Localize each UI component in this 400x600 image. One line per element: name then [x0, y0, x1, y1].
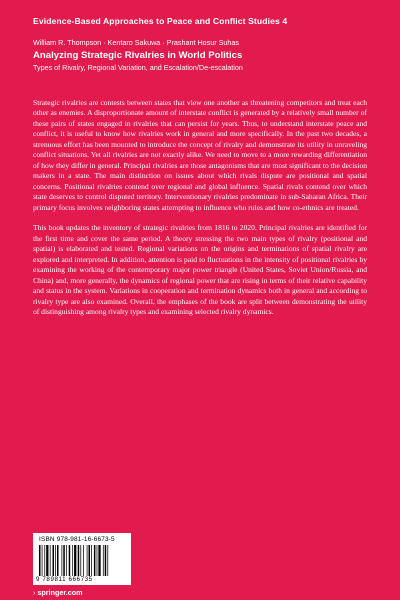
blurb-paragraph-1: Strategic rivalries are contests between states that view one another as threatening competitors and treat each other as enemies. A disproportionate amount of interstate conflict is generated by a relatively small number of these pairs of states engaged in rivalries that can persist for years. Thus, to understand interstate peace and conflict, it is useful to know how rivalries work in general and more specifically. In the past two decades, a strenuous effort has been mounted to introduce the concept of rivalry and demonstrate its utility in unraveling conflict situations. Yet all rivalries are not exactly alike. We need to move to a more rewarding differentiation of how they differ in general. Principal rivalries are those antagonisms that are most significant to the decision makers in a state. The main distinction on issues about which rivals dispute are positional and spatial concerns. Positional rivalries contend over regional and global influence. Spatial rivals contend over which state deserves to control disputed territory. Interventionary rivalries predominate in sub-Saharan Africa. Their primary focus involves neighboring states attempting to influence who rules and how co-ethnics are treated.: [33, 98, 367, 212]
url-prefix: ›: [33, 588, 38, 597]
publisher-url[interactable]: [33, 588, 83, 597]
blurb: [33, 98, 367, 328]
blurb-paragraph-2: This book updates the inventory of strategic rivalries from 1816 to 2020. Principal rivalries are identified for the first time and cover the same period. A theory stressing the two main types of rivalry (positional and spatial) is elaborated and tested. Regional variations on the origins and terminations of spatial rivalry are explored and interpreted. In addition, attention is paid to fluctuations in the intensity of positional rivalries by examining the working of the contemporary major power triangle (United States, Soviet Union/Russia, and China) and, more generally, the dynamics of regional power that are rising in terms of their relative capability and status in the system. Variations in cooperation and termination dynamics both in general and according to rivalry type are also examined. Overall, the emphases of the book are split between demonstrating the utility of distinguishing among rivalry types and examining selected rivalry dynamics.: [33, 223, 367, 316]
isbn-label: ISBN 978-981-16-6673-5: [39, 536, 115, 543]
isbn-barcode-box: [33, 533, 131, 585]
book-subtitle: Types of Rivalry, Regional Variation, and Escalation/De-escalation: [33, 63, 243, 72]
back-cover-header: [33, 16, 383, 72]
series-title: Evidence-Based Approaches to Peace and Conflict Studies 4: [33, 16, 288, 26]
url-text: springer.com: [37, 588, 83, 597]
barcode-icon: [39, 545, 125, 576]
author-names: William R. Thompson · Kentaro Sakuwa · Prashant Hosur Suhas: [33, 38, 239, 47]
barcode-digits: 9 789811 666735: [36, 576, 93, 583]
book-title: Analyzing Strategic Rivalries in World Politics: [33, 50, 243, 61]
